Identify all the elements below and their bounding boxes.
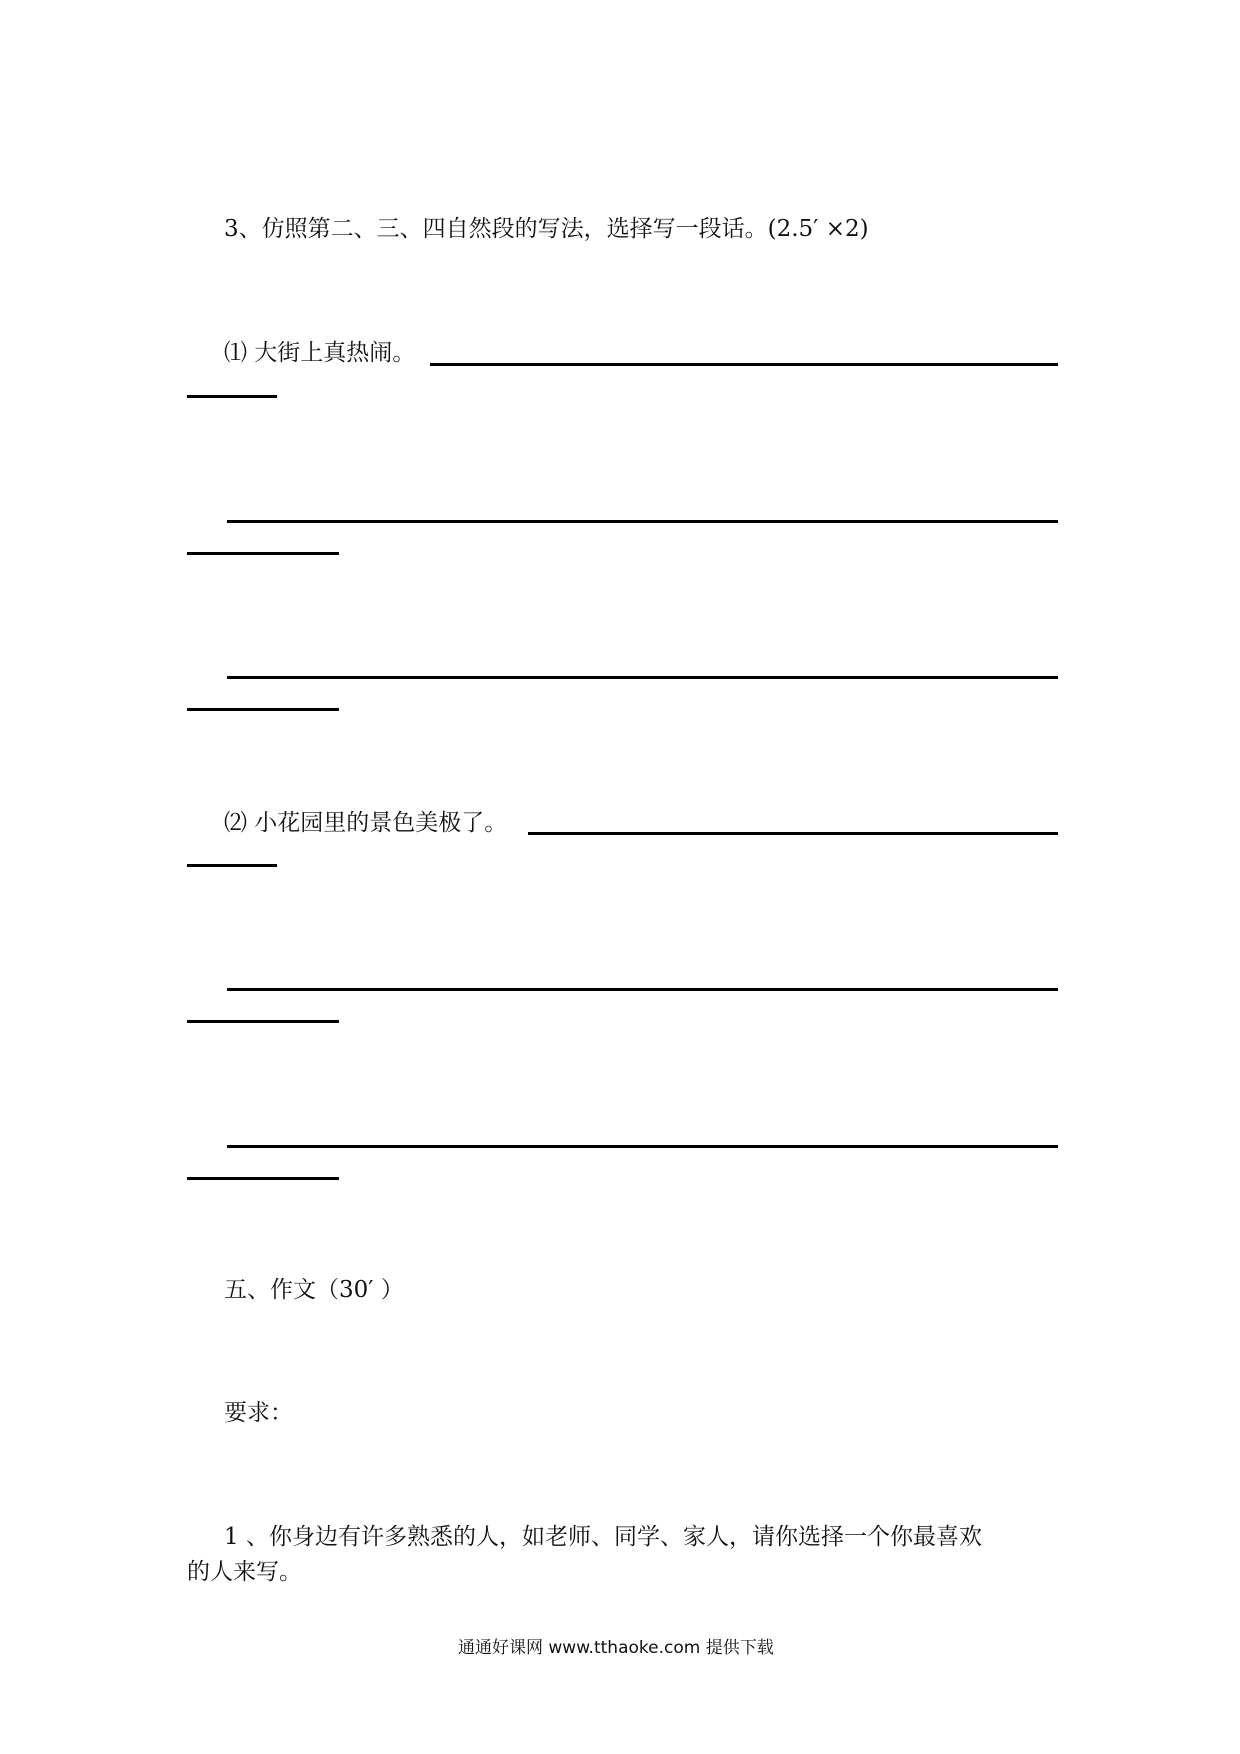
requirement-1-line-1: 1 、你身边有许多熟悉的人，如老师、同学、家人，请你选择一个你最喜欢 bbox=[224, 1524, 982, 1550]
answer-line-2f[interactable] bbox=[187, 1177, 339, 1180]
requirements-label: 要求： bbox=[224, 1400, 293, 1426]
answer-line-1d[interactable] bbox=[187, 552, 339, 555]
answer-line-1a[interactable] bbox=[430, 363, 1058, 366]
footer-download-note: 通通好课网 www.tthaoke.com 提供下载 bbox=[458, 1638, 774, 1658]
question-3-instruction: 3、仿照第二、三、四自然段的写法，选择写一段话。(2.5′ ×2) bbox=[224, 216, 869, 242]
answer-line-1e[interactable] bbox=[227, 676, 1058, 679]
answer-line-2b[interactable] bbox=[187, 864, 277, 867]
requirement-1-line-2: 的人来写。 bbox=[187, 1559, 302, 1585]
answer-line-2a[interactable] bbox=[528, 832, 1058, 835]
answer-line-2c[interactable] bbox=[227, 988, 1058, 991]
item-1-prompt: ⑴ 大街上真热闹。 bbox=[224, 340, 416, 366]
answer-line-2d[interactable] bbox=[187, 1020, 339, 1023]
answer-line-2e[interactable] bbox=[227, 1145, 1058, 1148]
item-2-prompt: ⑵ 小花园里的景色美极了。 bbox=[224, 810, 508, 836]
answer-line-1c[interactable] bbox=[227, 520, 1058, 523]
answer-line-1f[interactable] bbox=[187, 708, 339, 711]
section-5-heading: 五、作文（30′ ） bbox=[224, 1277, 404, 1303]
answer-line-1b[interactable] bbox=[187, 395, 277, 398]
